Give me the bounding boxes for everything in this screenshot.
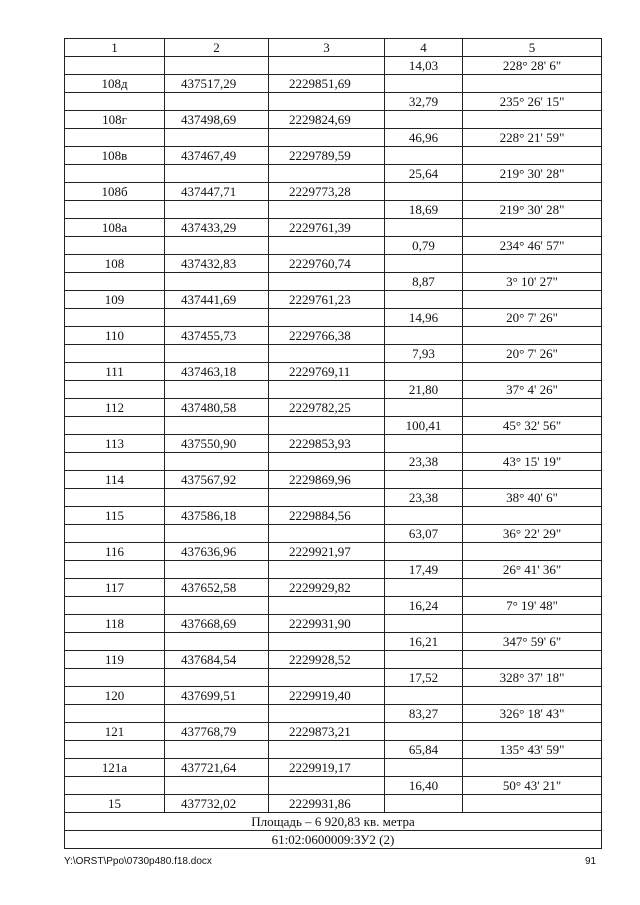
empty-cell: [463, 543, 602, 561]
empty-cell: [269, 777, 385, 795]
empty-cell: [463, 399, 602, 417]
x-coordinate-cell: 437668,69: [165, 615, 269, 633]
y-coordinate-cell: 2229921,97: [269, 543, 385, 561]
empty-cell: [65, 129, 165, 147]
empty-cell: [165, 525, 269, 543]
empty-cell: [463, 507, 602, 525]
direction-angle-cell: 235° 26' 15": [463, 93, 602, 111]
empty-cell: [165, 633, 269, 651]
x-coordinate-cell: 437732,02: [165, 795, 269, 813]
point-row: [65, 471, 602, 489]
x-coordinate-cell: 437586,18: [165, 507, 269, 525]
empty-cell: [165, 57, 269, 75]
point-number-cell: 110: [65, 327, 165, 345]
x-coordinate-cell: 437721,64: [165, 759, 269, 777]
empty-cell: [165, 561, 269, 579]
length-cell: 23,38: [385, 489, 463, 507]
empty-cell: [269, 129, 385, 147]
empty-cell: [385, 723, 463, 741]
segment-row: [65, 741, 602, 759]
empty-cell: [269, 273, 385, 291]
empty-cell: [65, 381, 165, 399]
empty-cell: [463, 759, 602, 777]
y-coordinate-cell: 2229769,11: [269, 363, 385, 381]
point-number-cell: 117: [65, 579, 165, 597]
point-row: [65, 75, 602, 93]
empty-cell: [269, 669, 385, 687]
point-number-cell: 115: [65, 507, 165, 525]
y-coordinate-cell: 2229869,96: [269, 471, 385, 489]
empty-cell: [463, 327, 602, 345]
empty-cell: [65, 489, 165, 507]
empty-cell: [463, 615, 602, 633]
point-number-cell: 109: [65, 291, 165, 309]
y-coordinate-cell: 2229931,86: [269, 795, 385, 813]
empty-cell: [165, 705, 269, 723]
point-number-cell: 113: [65, 435, 165, 453]
empty-cell: [385, 471, 463, 489]
y-coordinate-cell: 2229853,93: [269, 435, 385, 453]
column-header: 2: [165, 39, 269, 57]
empty-cell: [385, 795, 463, 813]
empty-cell: [165, 777, 269, 795]
x-coordinate-cell: 437517,29: [165, 75, 269, 93]
point-row: [65, 723, 602, 741]
segment-row: [65, 273, 602, 291]
point-number-cell: 116: [65, 543, 165, 561]
segment-row: [65, 165, 602, 183]
point-row: [65, 615, 602, 633]
empty-cell: [463, 723, 602, 741]
direction-angle-cell: 347° 59' 6": [463, 633, 602, 651]
segment-row: [65, 669, 602, 687]
x-coordinate-cell: 437447,71: [165, 183, 269, 201]
segment-row: [65, 381, 602, 399]
point-number-cell: 121: [65, 723, 165, 741]
direction-angle-cell: 26° 41' 36": [463, 561, 602, 579]
empty-cell: [65, 201, 165, 219]
empty-cell: [269, 93, 385, 111]
direction-angle-cell: 20° 7' 26": [463, 345, 602, 363]
empty-cell: [165, 453, 269, 471]
x-coordinate-cell: 437441,69: [165, 291, 269, 309]
point-number-cell: 121а: [65, 759, 165, 777]
direction-angle-cell: 50° 43' 21": [463, 777, 602, 795]
empty-cell: [65, 669, 165, 687]
segment-row: [65, 417, 602, 435]
empty-cell: [463, 255, 602, 273]
empty-cell: [269, 57, 385, 75]
x-coordinate-cell: 437684,54: [165, 651, 269, 669]
empty-cell: [65, 309, 165, 327]
y-coordinate-cell: 2229761,39: [269, 219, 385, 237]
segment-row: [65, 561, 602, 579]
empty-cell: [463, 363, 602, 381]
empty-cell: [385, 507, 463, 525]
point-number-cell: 112: [65, 399, 165, 417]
point-row: [65, 795, 602, 813]
empty-cell: [463, 75, 602, 93]
empty-cell: [65, 237, 165, 255]
length-cell: 46,96: [385, 129, 463, 147]
y-coordinate-cell: 2229928,52: [269, 651, 385, 669]
y-coordinate-cell: 2229873,21: [269, 723, 385, 741]
file-path: Y:\ORST\Ppo\0730p480.f18.docx: [64, 856, 212, 867]
length-cell: 17,52: [385, 669, 463, 687]
empty-cell: [385, 399, 463, 417]
point-number-cell: 120: [65, 687, 165, 705]
empty-cell: [385, 543, 463, 561]
empty-cell: [65, 417, 165, 435]
direction-angle-cell: 3° 10' 27": [463, 273, 602, 291]
point-number-cell: 108б: [65, 183, 165, 201]
empty-cell: [463, 435, 602, 453]
empty-cell: [65, 561, 165, 579]
empty-cell: [385, 759, 463, 777]
length-cell: 16,21: [385, 633, 463, 651]
point-row: [65, 255, 602, 273]
empty-cell: [269, 345, 385, 363]
empty-cell: [385, 579, 463, 597]
segment-row: [65, 705, 602, 723]
empty-cell: [269, 561, 385, 579]
point-row: [65, 543, 602, 561]
cadastral-number: 61:02:0600009:ЗУ2 (2): [65, 831, 602, 849]
length-cell: 25,64: [385, 165, 463, 183]
column-header: 4: [385, 39, 463, 57]
empty-cell: [165, 165, 269, 183]
segment-row: [65, 777, 602, 795]
empty-cell: [385, 111, 463, 129]
empty-cell: [463, 687, 602, 705]
empty-cell: [385, 75, 463, 93]
empty-cell: [269, 453, 385, 471]
x-coordinate-cell: 437550,90: [165, 435, 269, 453]
point-row: [65, 183, 602, 201]
point-row: [65, 759, 602, 777]
empty-cell: [65, 705, 165, 723]
empty-cell: [385, 687, 463, 705]
y-coordinate-cell: 2229884,56: [269, 507, 385, 525]
empty-cell: [463, 579, 602, 597]
empty-cell: [165, 597, 269, 615]
empty-cell: [65, 165, 165, 183]
empty-cell: [165, 237, 269, 255]
point-number-cell: 114: [65, 471, 165, 489]
direction-angle-cell: 326° 18' 43": [463, 705, 602, 723]
direction-angle-cell: 328° 37' 18": [463, 669, 602, 687]
x-coordinate-cell: 437498,69: [165, 111, 269, 129]
length-cell: 65,84: [385, 741, 463, 759]
empty-cell: [165, 489, 269, 507]
empty-cell: [385, 363, 463, 381]
point-number-cell: 108в: [65, 147, 165, 165]
empty-cell: [165, 417, 269, 435]
segment-row: [65, 345, 602, 363]
empty-cell: [269, 309, 385, 327]
x-coordinate-cell: 437455,73: [165, 327, 269, 345]
empty-cell: [385, 327, 463, 345]
length-cell: 17,49: [385, 561, 463, 579]
empty-cell: [385, 147, 463, 165]
direction-angle-cell: 45° 32' 56": [463, 417, 602, 435]
empty-cell: [269, 633, 385, 651]
length-cell: 23,38: [385, 453, 463, 471]
length-cell: 16,24: [385, 597, 463, 615]
empty-cell: [463, 147, 602, 165]
direction-angle-cell: 43° 15' 19": [463, 453, 602, 471]
y-coordinate-cell: 2229929,82: [269, 579, 385, 597]
empty-cell: [269, 741, 385, 759]
direction-angle-cell: 37° 4' 26": [463, 381, 602, 399]
length-cell: 32,79: [385, 93, 463, 111]
y-coordinate-cell: 2229789,59: [269, 147, 385, 165]
segment-row: [65, 57, 602, 75]
length-cell: 16,40: [385, 777, 463, 795]
empty-cell: [165, 345, 269, 363]
length-cell: 0,79: [385, 237, 463, 255]
x-coordinate-cell: 437699,51: [165, 687, 269, 705]
empty-cell: [269, 417, 385, 435]
point-row: [65, 111, 602, 129]
cadastral-row: [65, 831, 602, 849]
x-coordinate-cell: 437467,49: [165, 147, 269, 165]
empty-cell: [385, 219, 463, 237]
empty-cell: [385, 255, 463, 273]
empty-cell: [269, 597, 385, 615]
empty-cell: [385, 291, 463, 309]
empty-cell: [65, 525, 165, 543]
direction-angle-cell: 228° 28' 6": [463, 57, 602, 75]
empty-cell: [463, 183, 602, 201]
empty-cell: [65, 345, 165, 363]
y-coordinate-cell: 2229782,25: [269, 399, 385, 417]
y-coordinate-cell: 2229919,17: [269, 759, 385, 777]
empty-cell: [165, 273, 269, 291]
empty-cell: [65, 57, 165, 75]
empty-cell: [463, 795, 602, 813]
empty-cell: [269, 705, 385, 723]
direction-angle-cell: 7° 19' 48": [463, 597, 602, 615]
empty-cell: [269, 381, 385, 399]
point-row: [65, 651, 602, 669]
direction-angle-cell: 219° 30' 28": [463, 201, 602, 219]
segment-row: [65, 129, 602, 147]
point-row: [65, 507, 602, 525]
length-cell: 7,93: [385, 345, 463, 363]
empty-cell: [65, 633, 165, 651]
length-cell: 83,27: [385, 705, 463, 723]
length-cell: 63,07: [385, 525, 463, 543]
point-row: [65, 219, 602, 237]
x-coordinate-cell: 437433,29: [165, 219, 269, 237]
y-coordinate-cell: 2229773,28: [269, 183, 385, 201]
segment-row: [65, 237, 602, 255]
point-row: [65, 435, 602, 453]
column-header: 3: [269, 39, 385, 57]
x-coordinate-cell: 437652,58: [165, 579, 269, 597]
segment-row: [65, 597, 602, 615]
empty-cell: [165, 669, 269, 687]
empty-cell: [463, 651, 602, 669]
empty-cell: [269, 237, 385, 255]
y-coordinate-cell: 2229919,40: [269, 687, 385, 705]
direction-angle-cell: 36° 22' 29": [463, 525, 602, 543]
header-row: [65, 39, 602, 57]
x-coordinate-cell: 437480,58: [165, 399, 269, 417]
point-number-cell: 108д: [65, 75, 165, 93]
empty-cell: [165, 381, 269, 399]
direction-angle-cell: 234° 46' 57": [463, 237, 602, 255]
empty-cell: [463, 291, 602, 309]
point-number-cell: 111: [65, 363, 165, 381]
length-cell: 21,80: [385, 381, 463, 399]
segment-row: [65, 489, 602, 507]
empty-cell: [165, 309, 269, 327]
empty-cell: [463, 111, 602, 129]
empty-cell: [65, 273, 165, 291]
point-number-cell: 108: [65, 255, 165, 273]
y-coordinate-cell: 2229766,38: [269, 327, 385, 345]
empty-cell: [65, 453, 165, 471]
empty-cell: [65, 741, 165, 759]
empty-cell: [165, 741, 269, 759]
empty-cell: [269, 525, 385, 543]
point-row: [65, 579, 602, 597]
direction-angle-cell: 20° 7' 26": [463, 309, 602, 327]
empty-cell: [65, 777, 165, 795]
segment-row: [65, 525, 602, 543]
y-coordinate-cell: 2229760,74: [269, 255, 385, 273]
empty-cell: [165, 201, 269, 219]
direction-angle-cell: 228° 21' 59": [463, 129, 602, 147]
column-header: 1: [65, 39, 165, 57]
segment-row: [65, 633, 602, 651]
length-cell: 14,03: [385, 57, 463, 75]
coordinates-table: [64, 38, 602, 849]
empty-cell: [269, 489, 385, 507]
point-row: [65, 687, 602, 705]
empty-cell: [385, 435, 463, 453]
point-row: [65, 327, 602, 345]
length-cell: 100,41: [385, 417, 463, 435]
length-cell: 8,87: [385, 273, 463, 291]
direction-angle-cell: 135° 43' 59": [463, 741, 602, 759]
segment-row: [65, 309, 602, 327]
point-row: [65, 363, 602, 381]
empty-cell: [385, 183, 463, 201]
point-number-cell: 119: [65, 651, 165, 669]
length-cell: 18,69: [385, 201, 463, 219]
column-header: 5: [463, 39, 602, 57]
point-row: [65, 147, 602, 165]
x-coordinate-cell: 437567,92: [165, 471, 269, 489]
segment-row: [65, 453, 602, 471]
x-coordinate-cell: 437636,96: [165, 543, 269, 561]
y-coordinate-cell: 2229824,69: [269, 111, 385, 129]
empty-cell: [269, 201, 385, 219]
empty-cell: [165, 129, 269, 147]
length-cell: 14,96: [385, 309, 463, 327]
segment-row: [65, 93, 602, 111]
empty-cell: [463, 471, 602, 489]
point-number-cell: 108а: [65, 219, 165, 237]
x-coordinate-cell: 437432,83: [165, 255, 269, 273]
y-coordinate-cell: 2229851,69: [269, 75, 385, 93]
empty-cell: [269, 165, 385, 183]
segment-row: [65, 201, 602, 219]
point-number-cell: 108г: [65, 111, 165, 129]
direction-angle-cell: 219° 30' 28": [463, 165, 602, 183]
empty-cell: [385, 615, 463, 633]
table-body: [65, 57, 602, 813]
point-number-cell: 118: [65, 615, 165, 633]
empty-cell: [65, 93, 165, 111]
direction-angle-cell: 38° 40' 6": [463, 489, 602, 507]
area-row: [65, 813, 602, 831]
empty-cell: [65, 597, 165, 615]
empty-cell: [463, 219, 602, 237]
area-text: Площадь – 6 920,83 кв. метра: [65, 813, 602, 831]
point-row: [65, 399, 602, 417]
y-coordinate-cell: 2229761,23: [269, 291, 385, 309]
x-coordinate-cell: 437768,79: [165, 723, 269, 741]
empty-cell: [165, 93, 269, 111]
empty-cell: [385, 651, 463, 669]
point-number-cell: 15: [65, 795, 165, 813]
y-coordinate-cell: 2229931,90: [269, 615, 385, 633]
x-coordinate-cell: 437463,18: [165, 363, 269, 381]
point-row: [65, 291, 602, 309]
page-number: 91: [585, 856, 597, 867]
